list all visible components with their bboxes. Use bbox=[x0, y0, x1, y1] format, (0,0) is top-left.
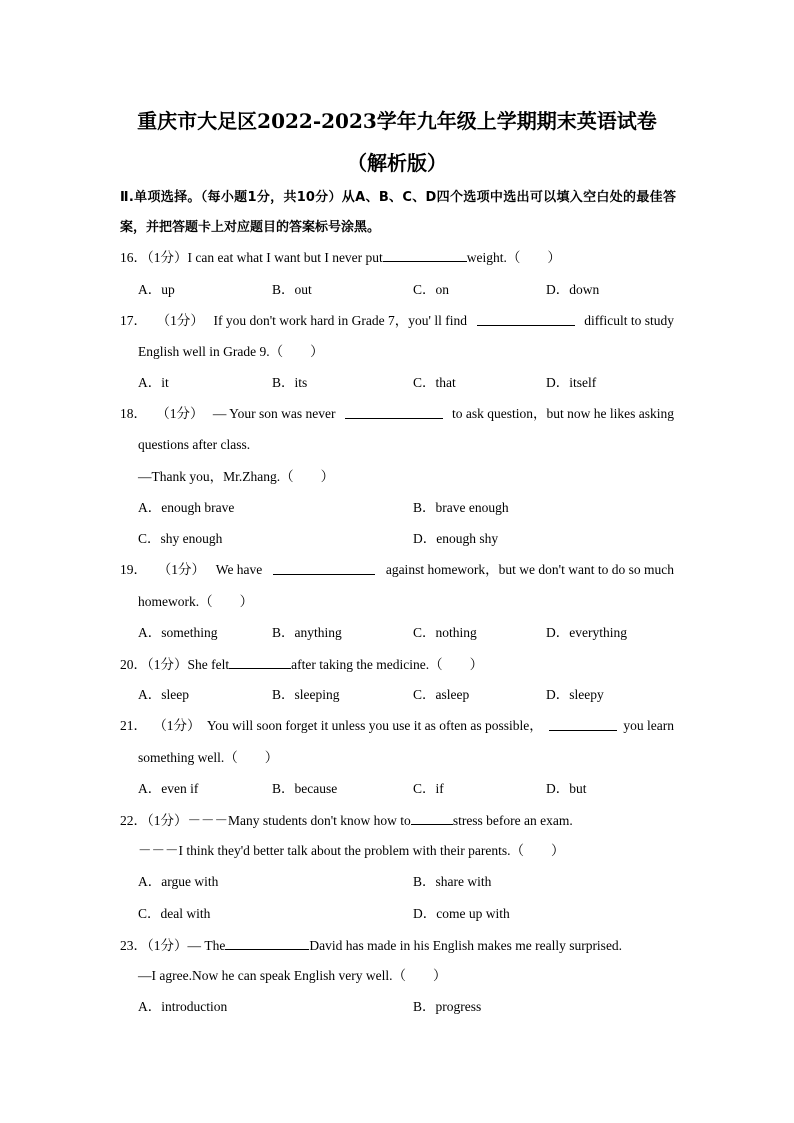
question-text: — The bbox=[187, 938, 226, 953]
option-a: A．it bbox=[138, 375, 169, 390]
option-b: B．out bbox=[272, 282, 312, 297]
question-score: （1分） bbox=[147, 657, 188, 672]
option-c: C．deal with bbox=[138, 906, 211, 921]
question-text: to ask question，but now he likes asking bbox=[452, 406, 674, 421]
answer-blank bbox=[225, 935, 309, 950]
option-a: A．introduction bbox=[138, 999, 228, 1014]
question-text-continued: homework.（ ） bbox=[138, 594, 254, 609]
option-b: B．progress bbox=[413, 999, 482, 1014]
question-text: She felt bbox=[187, 657, 230, 672]
option-a: A．sleep bbox=[138, 687, 189, 702]
question-number: 16． bbox=[120, 250, 147, 265]
question-text: If you don't work hard in Grade 7，you' ll find bbox=[213, 313, 467, 328]
option-d: D．enough shy bbox=[413, 531, 499, 546]
question-text: weight.（ ） bbox=[466, 250, 561, 265]
option-b: B．brave enough bbox=[413, 500, 509, 515]
dialogue-line: －－－I think they'd better talk about the problem with their parents.（ ） bbox=[138, 843, 565, 858]
question-score: （1分） bbox=[147, 250, 188, 265]
question-number: 18． bbox=[120, 406, 147, 421]
answer-blank bbox=[383, 247, 467, 262]
option-a: A．argue with bbox=[138, 874, 219, 889]
option-d: D．down bbox=[546, 282, 600, 297]
question-score: （1分） bbox=[147, 813, 188, 828]
question-text-continued: questions after class. bbox=[138, 437, 251, 452]
option-b: B．anything bbox=[272, 625, 342, 640]
answer-blank bbox=[549, 716, 617, 731]
question-text: －－－Many students don't know how to bbox=[187, 813, 411, 828]
question-text: after taking the medicine.（ ） bbox=[291, 657, 484, 672]
question-text-continued: something well.（ ） bbox=[138, 750, 279, 765]
question-text: David has made in his English makes me really surprised. bbox=[309, 938, 623, 953]
option-b: B．sleeping bbox=[272, 687, 340, 702]
answer-blank bbox=[273, 560, 375, 575]
option-d: D．everything bbox=[546, 625, 627, 640]
question-text: — Your son was never bbox=[212, 406, 336, 421]
question-score: （1分） bbox=[156, 406, 204, 421]
question-score: （1分） bbox=[157, 562, 206, 577]
option-c: C．that bbox=[413, 375, 456, 390]
option-c: C．if bbox=[413, 781, 444, 796]
question-text: you learn bbox=[623, 718, 674, 733]
question-text: difficult to study bbox=[584, 313, 674, 328]
question-number: 21． bbox=[120, 718, 147, 733]
question-text: stress before an exam. bbox=[452, 813, 573, 828]
option-c: C．on bbox=[413, 282, 450, 297]
answer-blank bbox=[345, 404, 443, 419]
page-title: 重庆市大足区2022-2023学年九年级上学期期末英语试卷（解析版） bbox=[137, 109, 657, 175]
option-b: B．share with bbox=[413, 874, 492, 889]
question-23 bbox=[120, 935, 674, 956]
question-text: I can eat what I want but I never put bbox=[187, 250, 383, 265]
option-a: A．something bbox=[138, 625, 218, 640]
question-score: （1分） bbox=[147, 938, 188, 953]
question-16 bbox=[120, 247, 674, 268]
question-17 bbox=[120, 311, 674, 331]
option-c: C．nothing bbox=[413, 625, 477, 640]
question-number: 19． bbox=[120, 562, 147, 577]
question-text-continued: English well in Grade 9.（ ） bbox=[138, 344, 324, 359]
question-21 bbox=[120, 716, 674, 736]
question-number: 17． bbox=[120, 313, 147, 328]
option-a: A．enough brave bbox=[138, 500, 235, 515]
question-number: 23． bbox=[120, 938, 147, 953]
question-text: You will soon forget it unless you use it as often as possible， bbox=[206, 718, 543, 733]
answer-blank bbox=[411, 810, 453, 825]
option-c: C．asleep bbox=[413, 687, 470, 702]
question-text: against homework，but we don't want to do so much bbox=[385, 562, 674, 577]
question-score: （1分） bbox=[156, 313, 204, 328]
question-19 bbox=[120, 560, 674, 580]
question-number: 22． bbox=[120, 813, 147, 828]
option-d: D．come up with bbox=[413, 906, 510, 921]
question-20 bbox=[120, 654, 674, 675]
answer-blank bbox=[477, 311, 575, 326]
option-a: A．up bbox=[138, 282, 175, 297]
question-number: 20． bbox=[120, 657, 147, 672]
question-18 bbox=[120, 404, 674, 424]
answer-blank bbox=[229, 654, 291, 669]
option-d: D．sleepy bbox=[546, 687, 604, 702]
question-score: （1分） bbox=[153, 718, 201, 733]
dialogue-line: —Thank you，Mr.Zhang.（ ） bbox=[138, 469, 335, 484]
option-d: D．itself bbox=[546, 375, 597, 390]
question-text: We have bbox=[215, 562, 263, 577]
question-22 bbox=[120, 810, 674, 831]
dialogue-line: —I agree.Now he can speak English very well.（ ） bbox=[138, 968, 447, 983]
option-b: B．its bbox=[272, 375, 308, 390]
option-b: B．because bbox=[272, 781, 338, 796]
option-c: C．shy enough bbox=[138, 531, 223, 546]
option-d: D．but bbox=[546, 781, 587, 796]
option-a: A．even if bbox=[138, 781, 199, 796]
section-instruction: Ⅱ.单项选择。（每小题1分，共10分）从A、B、C、D四个选项中选出可以填入空白处的最佳答案，并把答题卡上对应题目的答案标号涂黑。 bbox=[120, 190, 676, 235]
